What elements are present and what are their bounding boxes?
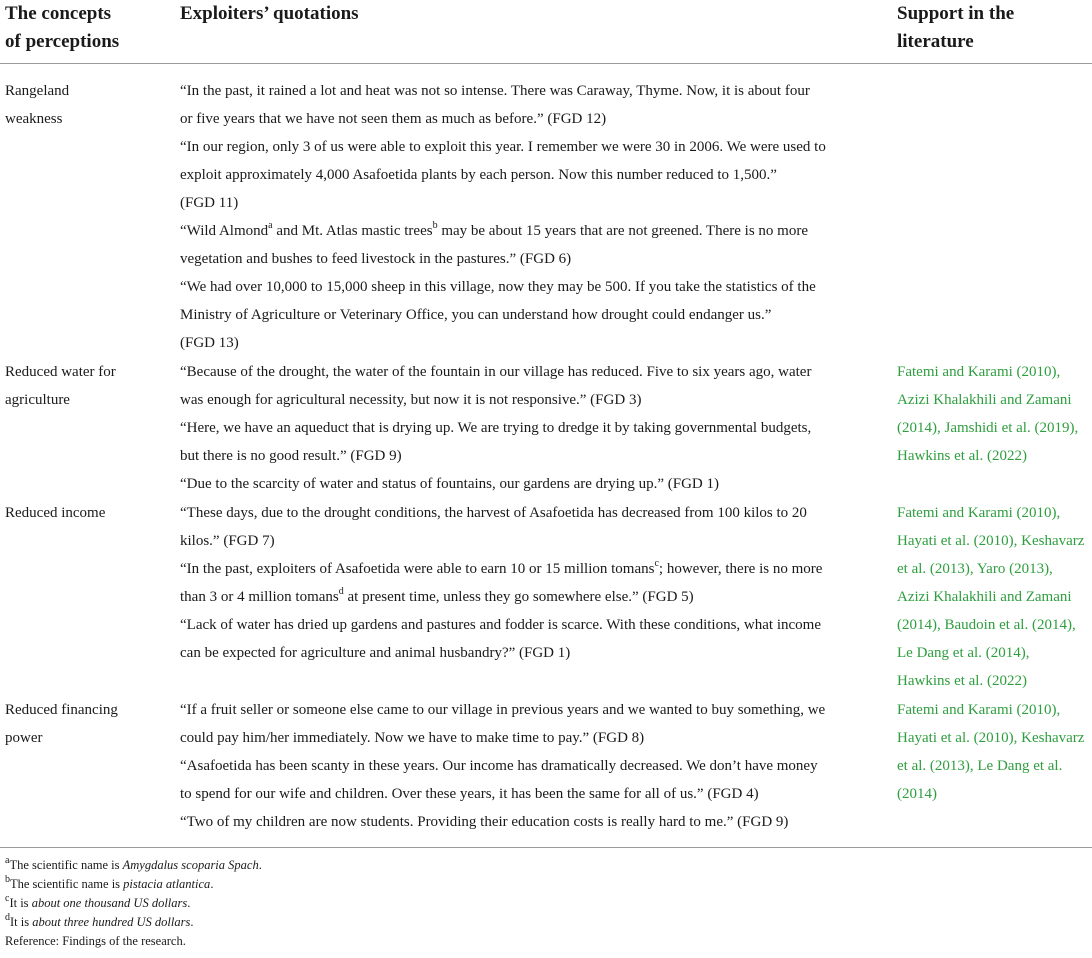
header-support: [897, 0, 1087, 56]
quote-text: at present time, unless they go somewhere else.” (FGD 5): [343, 589, 694, 605]
footnote-mark: a: [5, 854, 10, 866]
footnote-mark: d: [5, 911, 10, 923]
footnote-mark: c: [5, 892, 10, 904]
footnote-mark: b: [432, 220, 438, 231]
footnote-text: .: [190, 915, 194, 929]
quote-line: (FGD 11): [180, 195, 239, 211]
concept-line: power: [5, 730, 43, 746]
concept-line: agriculture: [5, 392, 70, 408]
quote-text: than 3 or 4 million tomans: [180, 589, 339, 605]
footnote: [5, 913, 705, 932]
footnote-text: It is: [9, 896, 32, 910]
reference-line: (2014): [897, 786, 937, 802]
header-rule: [0, 63, 1092, 64]
quote-text: “Wild Almond: [180, 223, 269, 239]
quote: [180, 611, 880, 667]
footnote: [5, 894, 705, 913]
support-references: [897, 696, 1092, 808]
quote: [180, 77, 880, 133]
quote-line: “Lack of water has dried up gardens and pastures and fodder is scarce. With these conditions, what income: [180, 617, 821, 633]
reference-line: Azizi Khalakhili and Zamani: [897, 392, 1072, 408]
quote: [180, 133, 880, 217]
reference-line: et al. (2013), Yaro (2013),: [897, 561, 1053, 577]
quote-text: “In the past, exploiters of Asafoetida were able to earn 10 or 15 million tomans: [180, 561, 655, 577]
footnote: [5, 856, 705, 875]
reference-line: Hayati et al. (2010), Keshavarz: [897, 730, 1085, 746]
quote-line: [180, 217, 880, 245]
footnote-mark: a: [268, 220, 273, 231]
concept-line: weakness: [5, 111, 63, 127]
quote-line: “In our region, only 3 of us were able to exploit this year. I remember we were 30 in 2006. We were used to: [180, 139, 826, 155]
row-concept: [5, 77, 170, 133]
reference-line: Hawkins et al. (2022): [897, 448, 1027, 464]
reference-line: Le Dang et al. (2014),: [897, 645, 1030, 661]
quote-line: can be expected for agriculture and animal husbandry?” (FGD 1): [180, 645, 571, 661]
row-concept: [5, 696, 170, 752]
quote-line: kilos.” (FGD 7): [180, 533, 275, 549]
support-references: [897, 499, 1092, 695]
footnote-mark: b: [5, 873, 10, 885]
quote-line: to spend for our wife and children. Over these years, it has been the same for all of us.” (FGD 4): [180, 786, 759, 802]
footnote-emphasis: about three hundred US dollars: [32, 915, 191, 929]
footnote-text: .: [210, 877, 214, 891]
quote-text: and Mt. Atlas mastic trees: [272, 223, 433, 239]
quote: [180, 217, 880, 273]
reference-line: Hawkins et al. (2022): [897, 673, 1027, 689]
concept-line: Rangeland: [5, 83, 70, 99]
reference-line: et al. (2013), Le Dang et al.: [897, 758, 1063, 774]
quote-line: “Because of the drought, the water of the fountain in our village has reduced. Five to six years ago, water: [180, 364, 812, 380]
quote-line: “Asafoetida has been scanty in these years. Our income has dramatically decreased. We don’t have money: [180, 758, 818, 774]
quote-line: “These days, due to the drought conditions, the harvest of Asafoetida has decreased from 100 kilos to 20: [180, 505, 807, 521]
quote: [180, 470, 880, 498]
row-concept: [5, 499, 170, 527]
reference-line: Hayati et al. (2010), Keshavarz: [897, 533, 1085, 549]
footnote-emphasis: pistacia atlantica: [123, 877, 211, 891]
support-references: [897, 358, 1092, 470]
quote: [180, 358, 880, 414]
footnote-mark: d: [338, 586, 344, 597]
header-concepts-line: The concepts: [5, 3, 112, 24]
quote-line: vegetation and bushes to feed livestock in the pastures.” (FGD 6): [180, 251, 572, 267]
header-support-line: literature: [897, 31, 974, 52]
quote-line: [180, 555, 880, 583]
quote-line: [180, 583, 880, 611]
concept-line: Reduced water for: [5, 364, 116, 380]
quote-line: was enough for agricultural necessity, but now it is not responsive.” (FGD 3): [180, 392, 642, 408]
concept-line: Reduced financing: [5, 702, 118, 718]
footnote-text: It is: [10, 915, 33, 929]
header-quotations: Exploiters’ quotations: [180, 3, 359, 24]
quote: [180, 752, 880, 808]
quote-line: but there is no good result.” (FGD 9): [180, 448, 402, 464]
reference-line: (2014), Jamshidi et al. (2019),: [897, 420, 1079, 436]
quote: [180, 273, 880, 357]
header-support-line: Support in the: [897, 3, 1015, 24]
quote: [180, 808, 880, 836]
quote-line: could pay him/her immediately. Now we have to make time to pay.” (FGD 8): [180, 730, 645, 746]
reference-line: Fatemi and Karami (2010),: [897, 702, 1061, 718]
footnote-text: .: [258, 858, 262, 872]
footnote: [5, 875, 705, 894]
footnote-text: The scientific name is: [10, 877, 124, 891]
footnote-text: .: [187, 896, 191, 910]
header-concepts: [5, 0, 165, 56]
header-concepts-line: of perceptions: [5, 31, 120, 52]
quote-line: Ministry of Agriculture or Veterinary Office, you can understand how drought could endanger us.”: [180, 307, 772, 323]
footnote-text: Reference: Findings of the research.: [5, 934, 186, 948]
concept-line: Reduced income: [5, 505, 106, 521]
footnote-mark: c: [654, 558, 659, 569]
reference-line: Fatemi and Karami (2010),: [897, 364, 1061, 380]
quote: [180, 499, 880, 555]
quote-text: may be about 15 years that are not greened. There is no more: [437, 223, 808, 239]
footnote-reference: [5, 932, 705, 951]
quote-line: (FGD 13): [180, 335, 239, 351]
quote: [180, 696, 880, 752]
quote-line: exploit approximately 4,000 Asafoetida plants by each person. Now this number reduced to 1,500.”: [180, 167, 777, 183]
quote-line: “We had over 10,000 to 15,000 sheep in this village, now they may be 500. If you take the statistics of the: [180, 279, 816, 295]
footer-rule: [0, 847, 1092, 848]
quote-line: or five years that we have not seen them as much as before.” (FGD 12): [180, 111, 607, 127]
quote-line: “In the past, it rained a lot and heat was not so intense. There was Caraway, Thyme. Now, it is about four: [180, 83, 810, 99]
footnote-text: The scientific name is: [9, 858, 123, 872]
quote-text: ; however, there is no more: [658, 561, 823, 577]
quote: [180, 414, 880, 470]
row-concept: [5, 358, 170, 414]
quote-line: “Two of my children are now students. Providing their education costs is really hard to me.” (FGD 9): [180, 814, 789, 830]
reference-line: Fatemi and Karami (2010),: [897, 505, 1061, 521]
quote: [180, 555, 880, 611]
footnote-emphasis: about one thousand US dollars: [31, 896, 188, 910]
quote-line: “Here, we have an aqueduct that is drying up. We are trying to dredge it by taking governmental budgets,: [180, 420, 812, 436]
quote-line: “Due to the scarcity of water and status of fountains, our gardens are drying up.” (FGD 1): [180, 476, 720, 492]
quote-line: “If a fruit seller or someone else came to our village in previous years and we wanted to buy something, we: [180, 702, 826, 718]
reference-line: (2014), Baudoin et al. (2014),: [897, 617, 1076, 633]
reference-line: Azizi Khalakhili and Zamani: [897, 589, 1072, 605]
footnote-emphasis: Amygdalus scoparia Spach: [122, 858, 259, 872]
